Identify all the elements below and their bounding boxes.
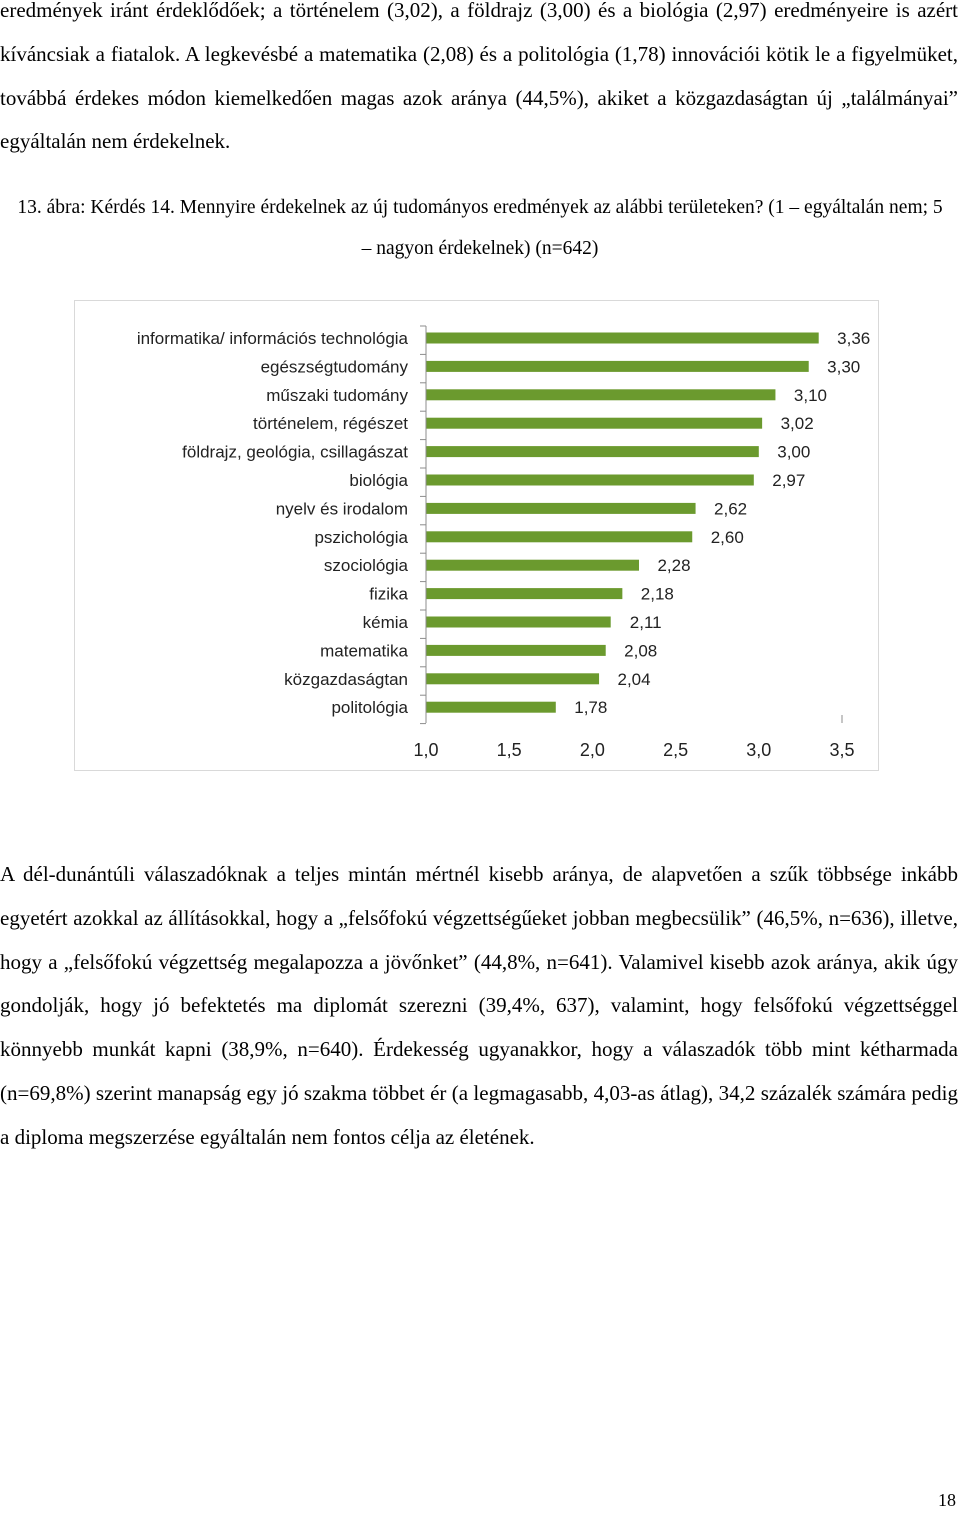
- data-label: 2,28: [657, 556, 691, 576]
- bar: [426, 617, 611, 628]
- data-label: 3,00: [777, 442, 811, 462]
- x-tick-label: 1,5: [496, 740, 522, 760]
- bar: [426, 446, 759, 457]
- category-label: történelem, régészet: [253, 414, 408, 434]
- data-label: 2,04: [617, 669, 651, 689]
- chart-frame: [74, 300, 879, 771]
- bar: [426, 389, 775, 400]
- paragraph-top: eredmények iránt érdeklődőek; a történelem (3,02), a földrajz (3,00) és a biológia (2,97) eredményeire is azért kíváncsiak a fiatalok. A legkevésbé a matematika (2,08) és a politológia (1,78) innovációi kötik le a figyelmüket, továbbá érdekes módon kiemelkedően magas azok aránya (44,5%), akiket a közgazdaságtan új „találmányai” egyáltalán nem érdekelnek.: [0, 0, 958, 154]
- page-number: 18: [938, 1490, 956, 1510]
- category-label: informatika/ információs technológia: [136, 329, 408, 348]
- data-label: 2,08: [624, 641, 658, 661]
- x-tick-label: 3,0: [746, 740, 772, 760]
- paragraph-bottom: A dél-dunántúli válaszadóknak a teljes mintán mértnél kisebb aránya, de alapvetően a szűk többsége inkább egyetért azokkal az állításokkal, hogy a „felsőfokú végzettségűeket jobban megbecsülik” (46,5%, n=636), illetve, hogy a „felsőfokú végzettség megalapozza a jövőnket” (44,8%, n=641). Valamivel kisebb azok aránya, akik úgy gondolják, hogy jó befektetés ma diplomát szerezni (39,4%, 637), valamint, hogy felsőfokú végzettséggel könnyebb munkát kapni (38,9%, n=640). Érdekesség ugyanakkor, hogy a válaszadók több mint kétharmada (n=69,8%) szerint manapság egy jó szakma többet ér (a legmagasabb, 4,03-as átlag), 34,2 százalék számára pedig a diploma megszerzése egyáltalán nem fontos célja az életének.: [0, 862, 958, 1149]
- bar: [426, 531, 692, 542]
- category-label: kémia: [362, 613, 408, 632]
- bar: [426, 333, 819, 344]
- bar-chart: [75, 301, 878, 770]
- bar: [426, 673, 599, 684]
- bar: [426, 588, 622, 599]
- data-label: 3,10: [793, 385, 827, 405]
- bar: [426, 560, 639, 571]
- data-label: 3,02: [780, 414, 814, 434]
- data-label: 1,78: [574, 698, 608, 718]
- bar: [426, 418, 762, 429]
- data-label: 3,36: [837, 329, 871, 348]
- category-label: biológia: [349, 471, 408, 490]
- data-label: 2,62: [714, 499, 748, 519]
- category-label: matematika: [320, 641, 408, 661]
- category-label: nyelv és irodalom: [275, 499, 408, 519]
- x-tick-label: 2,0: [579, 740, 605, 760]
- data-label: 3,30: [827, 357, 861, 377]
- bar: [426, 361, 809, 372]
- category-label: fizika: [369, 584, 408, 604]
- data-label: 2,18: [640, 584, 674, 604]
- data-label: 2,60: [710, 527, 744, 547]
- figure-caption: 13. ábra: Kérdés 14. Mennyire érdekelnek az új tudományos eredmények az alábbi területeken? (1 – egyáltalán nem; 5 – nagyon érdekelnek) (n=642): [17, 197, 943, 259]
- category-label: műszaki tudomány: [266, 385, 408, 405]
- x-tick-label: 1,0: [413, 740, 439, 760]
- x-tick-label: 2,5: [663, 740, 689, 760]
- category-label: pszichológia: [314, 527, 408, 547]
- bar: [426, 702, 556, 713]
- data-label: 2,97: [772, 471, 806, 490]
- category-label: földrajz, geológia, csillagászat: [182, 442, 408, 462]
- category-label: szociológia: [323, 556, 408, 576]
- category-label: politológia: [331, 698, 408, 718]
- bar: [426, 645, 606, 656]
- bar: [426, 503, 696, 514]
- bar: [426, 475, 754, 486]
- data-label: 2,11: [629, 613, 662, 632]
- x-tick-label: 3,5: [829, 740, 855, 760]
- category-label: közgazdaságtan: [284, 669, 408, 689]
- category-label: egészségtudomány: [260, 357, 408, 377]
